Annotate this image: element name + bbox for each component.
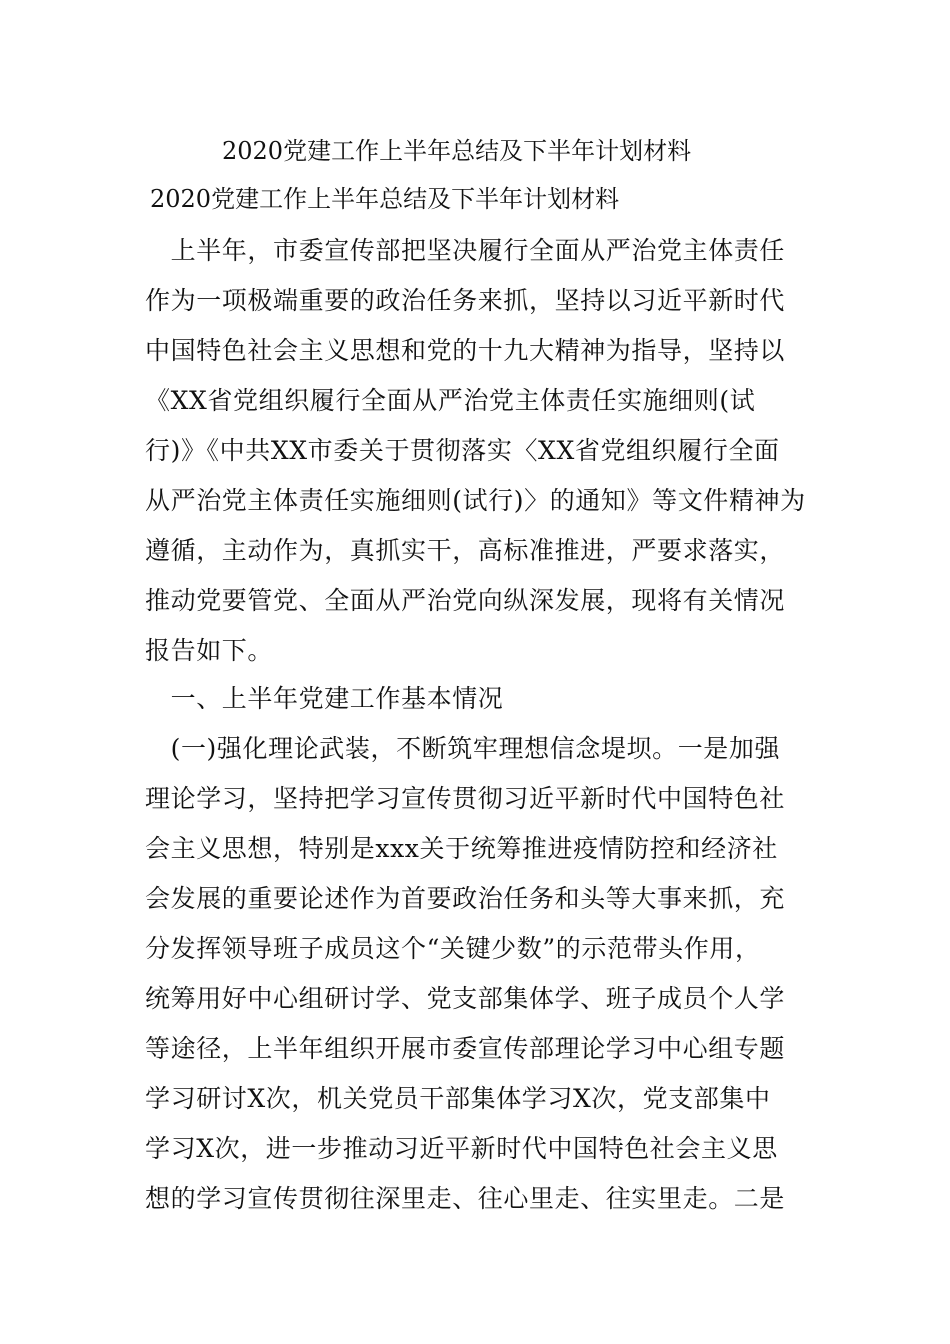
body-line: 会主义思想，特别是xxx关于统筹推进疫情防控和经济社 — [145, 834, 778, 863]
body-line: 报告如下。 — [145, 636, 274, 665]
body-line: 从严治党主体责任实施细则(试行)〉的通知》等文件精神为 — [145, 486, 806, 515]
document-subtitle: 2020党建工作上半年总结及下半年计划材料 — [150, 185, 620, 213]
body-line: 作为一项极端重要的政治任务来抓，坚持以习近平新时代 — [145, 286, 786, 315]
body-line: 理论学习，坚持把学习宣传贯彻习近平新时代中国特色社 — [145, 784, 786, 813]
body-line: 推动党要管党、全面从严治党向纵深发展，现将有关情况 — [145, 586, 786, 615]
body-line: 遵循，主动作为，真抓实干，高标准推进，严要求落实， — [145, 536, 786, 565]
body-line: 会发展的重要论述作为首要政治任务和头等大事来抓，充 — [145, 884, 786, 913]
body-line: (一)强化理论武装，不断筑牢理想信念堤坝。一是加强 — [145, 734, 781, 763]
document-title: 2020党建工作上半年总结及下半年计划材料 — [222, 137, 692, 165]
section-heading: 一、上半年党建工作基本情况 — [145, 684, 504, 713]
body-line: 上半年，市委宣传部把坚决履行全面从严治党主体责任 — [145, 236, 786, 265]
body-line: 分发挥领导班子成员这个“关键少数”的示范带头作用， — [145, 934, 761, 963]
body-line: 等途径，上半年组织开展市委宣传部理论学习中心组专题 — [145, 1034, 786, 1063]
body-line: 统筹用好中心组研讨学、党支部集体学、班子成员个人学 — [145, 984, 786, 1013]
body-line: 行)》《中共XX市委关于贯彻落实〈XX省党组织履行全面 — [145, 436, 780, 465]
body-line: 《XX省党组织履行全面从严治党主体责任实施细则(试 — [145, 386, 756, 415]
body-line: 中国特色社会主义思想和党的十九大精神为指导，坚持以 — [145, 336, 786, 365]
body-line: 学习研讨X次，机关党员干部集体学习X次，党支部集中 — [145, 1084, 771, 1113]
body-line: 学习X次，进一步推动习近平新时代中国特色社会主义思 — [145, 1134, 778, 1163]
body-line: 想的学习宣传贯彻往深里走、往心里走、往实里走。二是 — [145, 1184, 786, 1213]
